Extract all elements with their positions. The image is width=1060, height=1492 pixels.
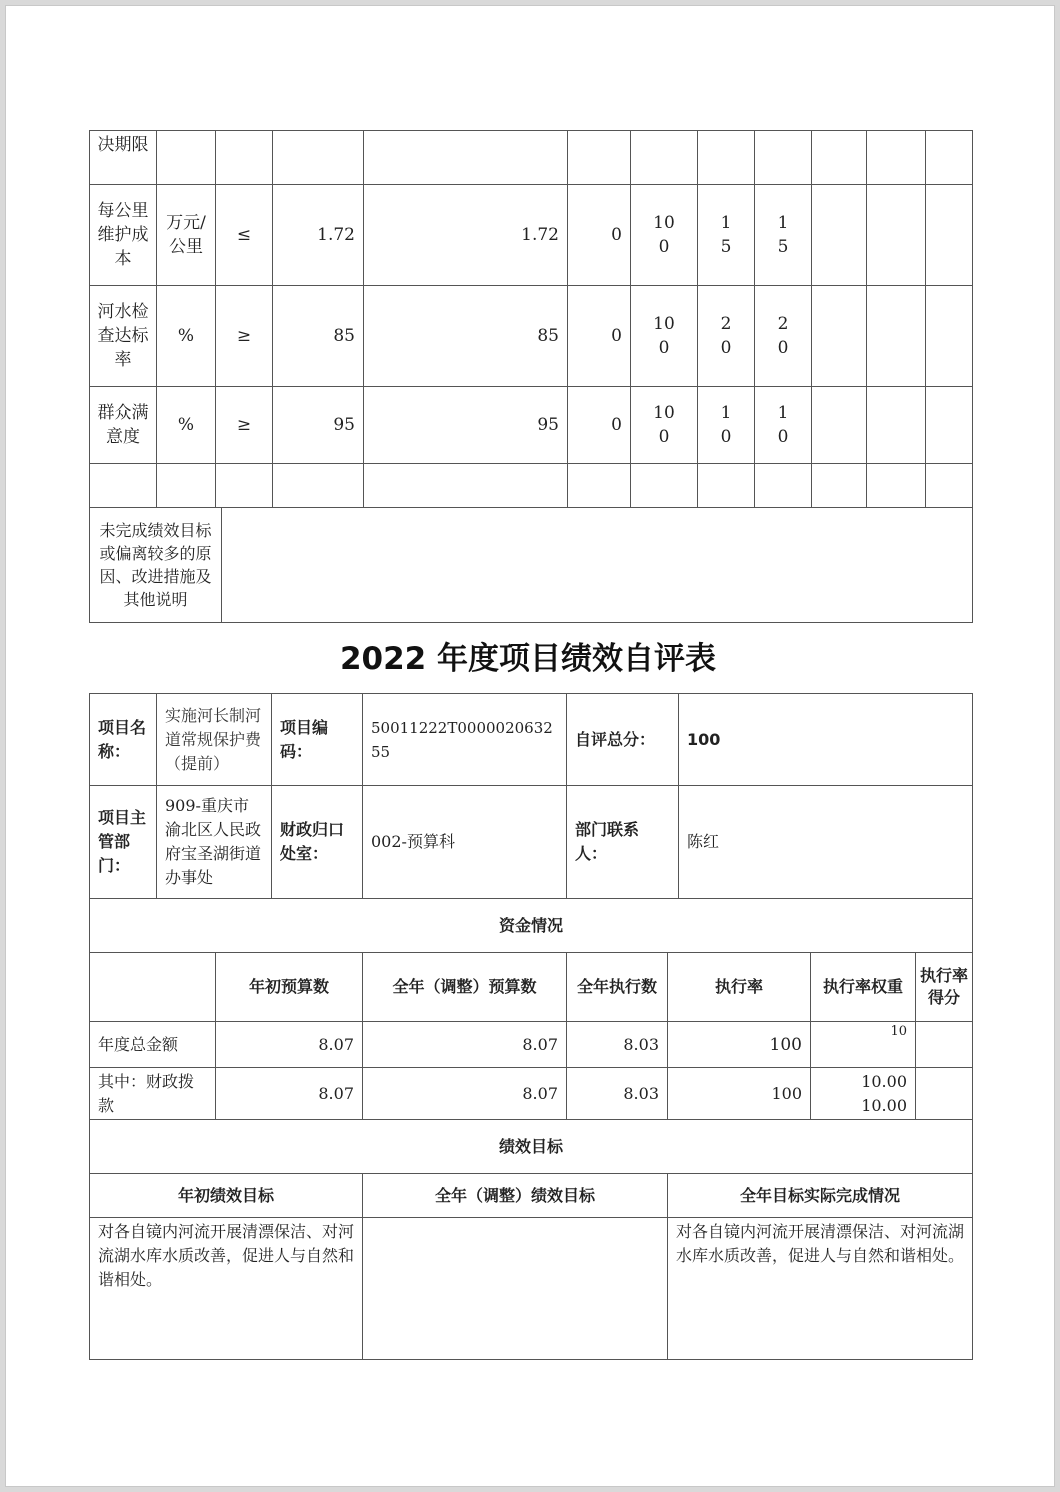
finance-dept-value: 002-预算科 xyxy=(363,786,567,899)
score-value: 100 xyxy=(679,694,973,786)
project-info-table xyxy=(89,693,973,899)
indicator-score-2: 15 xyxy=(755,185,812,286)
table-row xyxy=(90,786,973,899)
funds-rate: 100 xyxy=(668,1068,811,1120)
indicator-unit: % xyxy=(157,286,216,387)
goals-section-title: 绩效目标 xyxy=(90,1120,973,1174)
contact-value: 陈红 xyxy=(679,786,973,899)
project-name-value: 实施河长制河道常规保护费（提前） xyxy=(157,694,272,786)
goals-initial: 对各自镜内河流开展清漂保洁、对河流湖水库水质改善，促进人与自然和谐相处。 xyxy=(90,1218,363,1360)
project-code-label: 项目编码： xyxy=(272,694,363,786)
funds-header: 执行率权重 xyxy=(811,953,916,1022)
page-title: 2022 年度项目绩效自评表 xyxy=(339,641,717,677)
indicator-target: 95 xyxy=(273,387,364,464)
indicator-operator: ≤ xyxy=(216,185,273,286)
funds-header: 执行率 xyxy=(668,953,811,1022)
score-label: 自评总分： xyxy=(567,694,679,786)
indicator-actual: 1.72 xyxy=(364,185,568,286)
indicator-deviation: 0 xyxy=(568,286,631,387)
goals-header: 全年（调整）绩效目标 xyxy=(363,1174,668,1218)
table-row xyxy=(90,899,973,953)
indicator-deviation: 0 xyxy=(568,185,631,286)
goals-actual: 对各自镜内河流开展清漂保洁、对河流湖水库水质改善，促进人与自然和谐相处。 xyxy=(668,1218,973,1360)
indicator-score: 10 xyxy=(698,387,755,464)
funds-header: 全年（调整）预算数 xyxy=(363,953,567,1022)
table-row xyxy=(90,1218,973,1360)
remark-table xyxy=(89,507,973,623)
funds-initial: 8.07 xyxy=(216,1022,363,1068)
table-row xyxy=(90,387,973,464)
indicator-weight: 100 xyxy=(631,185,698,286)
funds-row-label: 其中：财政拨款 xyxy=(90,1068,216,1120)
funds-section-title: 资金情况 xyxy=(90,899,973,953)
project-code-value: 50011222T000002063255 xyxy=(363,694,567,786)
goals-header: 全年目标实际完成情况 xyxy=(668,1174,973,1218)
table-row xyxy=(90,694,973,786)
indicator-score-2: 10 xyxy=(755,387,812,464)
contact-label: 部门联系人： xyxy=(567,786,679,899)
finance-dept-label: 财政归口处室： xyxy=(272,786,363,899)
goals-header: 年初绩效目标 xyxy=(90,1174,363,1218)
funds-header: 全年执行数 xyxy=(567,953,668,1022)
funds-table xyxy=(89,898,973,1120)
indicator-actual: 85 xyxy=(364,286,568,387)
indicator-operator: ≥ xyxy=(216,387,273,464)
indicator-actual: 95 xyxy=(364,387,568,464)
indicator-score-2: 20 xyxy=(755,286,812,387)
funds-rate: 100 xyxy=(668,1022,811,1068)
funds-header: 执行率得分 xyxy=(916,953,973,1022)
indicator-target: 1.72 xyxy=(273,185,364,286)
funds-header: 年初预算数 xyxy=(216,953,363,1022)
remark-label: 未完成绩效目标或偏离较多的原因、改进措施及其他说明 xyxy=(90,508,222,623)
indicator-operator: ≥ xyxy=(216,286,273,387)
table-row xyxy=(90,131,973,185)
remark-value xyxy=(222,508,973,623)
indicator-unit: 万元/公里 xyxy=(157,185,216,286)
table-row xyxy=(90,185,973,286)
indicator-weight: 100 xyxy=(631,387,698,464)
table-row xyxy=(90,1174,973,1218)
dept-label: 项目主管部门： xyxy=(90,786,157,899)
funds-adjusted: 8.07 xyxy=(363,1022,567,1068)
table-row xyxy=(90,953,973,1022)
funds-weight-line-2: 10.00 xyxy=(861,1095,907,1115)
indicator-score: 15 xyxy=(698,185,755,286)
funds-initial: 8.07 xyxy=(216,1068,363,1120)
funds-row-label: 年度总金额 xyxy=(90,1022,216,1068)
funds-score xyxy=(916,1068,973,1120)
indicator-name: 每公里维护成本 xyxy=(90,185,157,286)
indicator-weight: 100 xyxy=(631,286,698,387)
goals-adjusted xyxy=(363,1218,668,1360)
table-row xyxy=(90,464,973,508)
funds-score xyxy=(916,1022,973,1068)
funds-weight xyxy=(811,1068,916,1120)
funds-header xyxy=(90,953,216,1022)
funds-weight-line-1: 10.00 xyxy=(861,1071,907,1091)
indicator-name: 河水检查达标率 xyxy=(90,286,157,387)
funds-executed: 8.03 xyxy=(567,1022,668,1068)
indicator-table xyxy=(89,130,973,508)
indicator-name: 决期限 xyxy=(90,131,157,185)
dept-value: 909-重庆市渝北区人民政府宝圣湖街道办事处 xyxy=(157,786,272,899)
table-row xyxy=(90,1022,973,1068)
table-row xyxy=(90,1120,973,1174)
indicator-score: 20 xyxy=(698,286,755,387)
indicator-name: 群众满意度 xyxy=(90,387,157,464)
funds-executed: 8.03 xyxy=(567,1068,668,1120)
indicator-unit: % xyxy=(157,387,216,464)
funds-weight: 10 xyxy=(811,1022,916,1068)
indicator-deviation: 0 xyxy=(568,387,631,464)
project-name-label: 项目名称： xyxy=(90,694,157,786)
goals-table xyxy=(89,1119,973,1360)
funds-adjusted: 8.07 xyxy=(363,1068,567,1120)
indicator-target: 85 xyxy=(273,286,364,387)
table-row xyxy=(90,286,973,387)
table-row xyxy=(90,1068,973,1120)
